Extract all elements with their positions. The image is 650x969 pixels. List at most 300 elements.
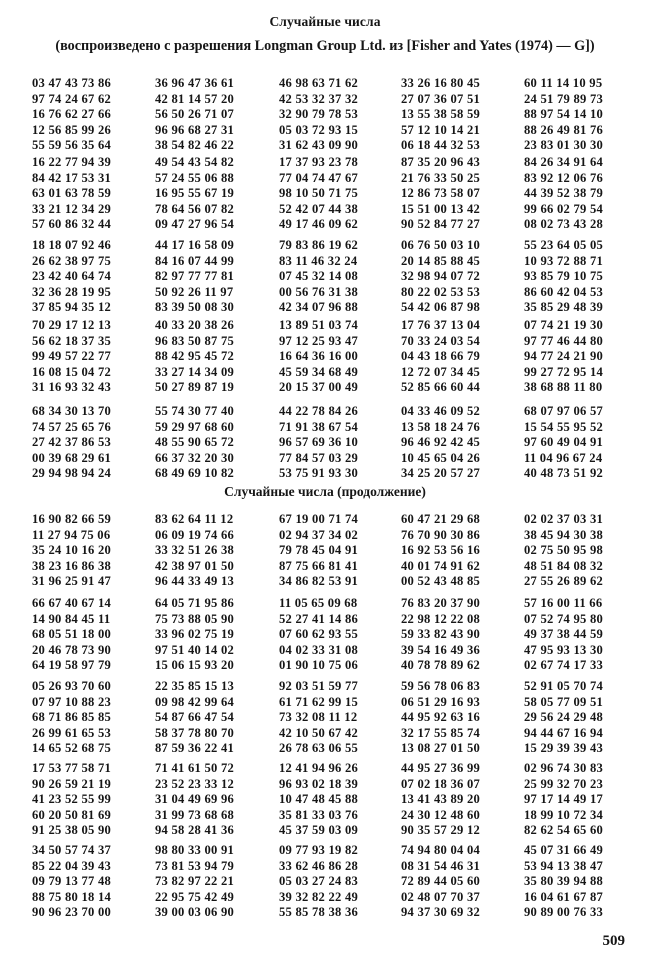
number-row: 78 64 56 07 82: [155, 201, 235, 216]
number-row: 09 47 27 96 54: [155, 217, 235, 231]
number-group: [279, 596, 389, 674]
number-group: [524, 843, 634, 921]
number-row: 15 06 15 93 20: [155, 658, 235, 672]
number-row: 05 26 93 70 60: [32, 679, 112, 693]
number-row: 33 62 46 86 28: [279, 858, 359, 873]
number-group: [279, 679, 389, 757]
number-row: 88 42 95 45 72: [155, 349, 235, 363]
number-row: 02 48 07 70 37: [401, 889, 481, 904]
number-group: [401, 318, 511, 396]
number-row: 37 85 94 35 12: [32, 300, 112, 314]
number-row: 22 98 12 22 08: [401, 611, 481, 626]
number-row: 31 04 49 69 96: [155, 792, 235, 806]
number-row: 17 53 77 58 71: [32, 761, 112, 775]
number-row: 97 60 49 04 91: [524, 435, 604, 449]
number-row: 82 97 77 77 81: [155, 269, 235, 283]
number-row: 31 62 43 09 90: [279, 138, 359, 152]
number-group: [155, 404, 265, 482]
number-row: 42 81 14 57 20: [155, 91, 235, 106]
number-row: 35 24 10 16 20: [32, 543, 112, 557]
number-group: [155, 155, 265, 233]
number-row: 77 04 74 47 67: [279, 170, 359, 185]
number-row: 88 26 49 81 76: [524, 122, 604, 137]
number-row: 58 05 77 09 51: [524, 694, 604, 709]
number-group: [401, 76, 511, 154]
number-row: 41 23 52 55 99: [32, 792, 112, 806]
number-row: 00 56 76 31 38: [279, 284, 359, 299]
number-row: 77 84 57 03 29: [279, 450, 359, 465]
number-row: 22 95 75 42 49: [155, 889, 235, 904]
number-group: [155, 76, 265, 154]
number-row: 42 53 32 37 32: [279, 91, 359, 106]
number-row: 26 62 38 97 75: [32, 253, 112, 268]
number-row: 59 33 82 43 90: [401, 627, 481, 641]
number-row: 34 86 82 53 91: [279, 574, 359, 588]
number-row: 68 07 97 06 57: [524, 404, 604, 418]
number-row: 09 77 93 19 82: [279, 843, 359, 857]
number-row: 13 08 27 01 50: [401, 741, 481, 755]
number-row: 55 23 64 05 05: [524, 238, 604, 252]
number-row: 26 78 63 06 55: [279, 741, 359, 755]
number-group: [155, 761, 265, 839]
number-row: 68 05 51 18 00: [32, 627, 112, 641]
number-row: 15 54 55 95 52: [524, 419, 604, 434]
number-group: [524, 404, 634, 482]
number-row: 54 42 06 87 98: [401, 300, 481, 314]
number-row: 48 55 90 65 72: [155, 435, 235, 449]
number-row: 27 42 37 86 53: [32, 435, 112, 449]
number-row: 10 47 48 45 88: [279, 792, 359, 806]
number-row: 32 98 94 07 72: [401, 269, 481, 283]
number-row: 67 19 00 71 74: [279, 512, 359, 526]
number-row: 55 85 78 38 36: [279, 905, 359, 919]
number-row: 60 20 50 81 69: [32, 807, 112, 822]
number-row: 06 09 19 74 66: [155, 527, 235, 542]
number-row: 11 27 94 75 06: [32, 527, 111, 542]
page-title: Случайные числа: [269, 14, 381, 29]
number-row: 56 62 18 37 35: [32, 333, 112, 348]
number-row: 70 33 24 03 54: [401, 333, 481, 348]
number-group: [524, 238, 634, 316]
number-row: 58 37 78 80 70: [155, 725, 235, 740]
number-row: 00 52 43 48 85: [401, 574, 481, 588]
number-row: 42 38 97 01 50: [155, 558, 235, 573]
number-group: [524, 679, 634, 757]
number-row: 42 34 07 96 88: [279, 300, 359, 314]
number-row: 84 26 34 91 64: [524, 155, 604, 169]
number-group: [279, 76, 389, 154]
number-row: 87 59 36 22 41: [155, 741, 235, 755]
number-row: 38 23 16 86 38: [32, 558, 112, 573]
number-row: 90 89 00 76 33: [524, 905, 604, 919]
number-row: 80 22 02 53 53: [401, 284, 481, 299]
number-row: 16 76 62 27 66: [32, 107, 112, 121]
number-group: [401, 761, 511, 839]
number-row: 22 35 85 15 13: [155, 679, 235, 693]
number-row: 90 96 23 70 00: [32, 905, 112, 919]
number-row: 82 62 54 65 60: [524, 823, 604, 837]
number-row: 02 96 74 30 83: [524, 761, 604, 775]
number-group: [32, 512, 142, 590]
number-group: [32, 155, 142, 233]
number-row: 31 99 73 68 68: [155, 807, 235, 822]
number-row: 21 76 33 50 25: [401, 170, 481, 185]
number-row: 93 85 79 10 75: [524, 269, 604, 283]
number-row: 97 51 40 14 02: [155, 642, 235, 657]
number-row: 27 07 36 07 51: [401, 91, 481, 106]
number-row: 07 74 21 19 30: [524, 318, 604, 332]
number-row: 98 10 50 71 75: [279, 186, 359, 200]
number-group: [32, 404, 142, 482]
number-row: 85 22 04 39 43: [32, 858, 112, 873]
number-row: 33 96 02 75 19: [155, 627, 235, 641]
number-row: 07 60 62 93 55: [279, 627, 359, 641]
number-row: 70 29 17 12 13: [32, 318, 112, 332]
number-row: 13 58 18 24 76: [401, 419, 481, 434]
number-row: 71 91 38 67 54: [279, 419, 359, 434]
number-row: 83 11 46 32 24: [279, 253, 358, 268]
number-row: 16 95 55 67 19: [155, 186, 235, 200]
number-row: 94 77 24 21 90: [524, 349, 604, 363]
number-row: 55 59 56 35 64: [32, 138, 112, 152]
number-row: 07 97 10 88 23: [32, 694, 112, 709]
number-row: 96 83 50 87 75: [155, 333, 235, 348]
number-row: 06 76 50 03 10: [401, 238, 481, 252]
number-row: 18 99 10 72 34: [524, 807, 604, 822]
number-row: 34 25 20 57 27: [401, 466, 481, 480]
number-row: 99 49 57 22 77: [32, 349, 112, 363]
number-group: [401, 596, 511, 674]
number-row: 47 95 93 13 30: [524, 642, 604, 657]
number-row: 96 44 33 49 13: [155, 574, 235, 588]
number-row: 16 92 53 56 16: [401, 543, 481, 557]
number-row: 12 41 94 96 26: [279, 761, 359, 775]
number-row: 02 02 37 03 31: [524, 512, 604, 526]
number-group: [401, 155, 511, 233]
number-row: 40 78 78 89 62: [401, 658, 481, 672]
number-group: [524, 512, 634, 590]
number-row: 87 35 20 96 43: [401, 155, 481, 169]
number-row: 33 32 51 26 38: [155, 543, 235, 557]
number-row: 05 03 27 24 83: [279, 874, 359, 888]
number-row: 59 29 97 68 60: [155, 419, 235, 434]
number-row: 87 75 66 81 41: [279, 558, 359, 573]
number-row: 25 99 32 70 23: [524, 776, 604, 791]
number-row: 64 05 71 95 86: [155, 596, 235, 610]
number-row: 02 67 74 17 33: [524, 658, 604, 672]
number-row: 48 51 84 08 32: [524, 558, 604, 573]
number-row: 56 50 26 71 07: [155, 107, 235, 121]
number-group: [155, 512, 265, 590]
number-group: [32, 596, 142, 674]
number-group: [279, 318, 389, 396]
number-row: 34 50 57 74 37: [32, 843, 112, 857]
number-row: 10 45 65 04 26: [401, 450, 481, 465]
number-row: 09 79 13 77 48: [32, 874, 112, 888]
number-group: [401, 679, 511, 757]
number-row: 12 86 73 58 07: [401, 186, 481, 200]
number-row: 96 46 92 42 45: [401, 435, 481, 449]
number-row: 13 41 43 89 20: [401, 792, 481, 806]
number-row: 79 83 86 19 62: [279, 238, 359, 252]
page-number: 509: [602, 933, 625, 949]
number-row: 46 98 63 71 62: [279, 76, 359, 90]
number-row: 29 94 98 94 24: [32, 466, 112, 480]
number-row: 96 93 02 18 39: [279, 776, 359, 791]
number-group: [401, 238, 511, 316]
number-row: 44 95 27 36 99: [401, 761, 481, 775]
number-row: 15 29 39 39 43: [524, 741, 604, 755]
number-row: 32 17 55 85 74: [401, 725, 481, 740]
number-row: 04 02 33 31 08: [279, 642, 359, 657]
number-row: 23 83 01 30 30: [524, 138, 604, 152]
number-row: 06 18 44 32 53: [401, 138, 481, 152]
number-row: 17 76 37 13 04: [401, 318, 481, 332]
number-row: 04 43 18 66 79: [401, 349, 481, 363]
number-row: 39 00 03 06 90: [155, 905, 235, 919]
number-row: 74 94 80 04 04: [401, 843, 481, 857]
number-row: 24 51 79 89 73: [524, 91, 604, 106]
number-row: 52 91 05 70 74: [524, 679, 604, 693]
number-group: [401, 843, 511, 921]
number-row: 84 16 07 44 99: [155, 253, 235, 268]
number-row: 54 87 66 47 54: [155, 710, 235, 724]
number-row: 64 19 58 97 79: [32, 658, 112, 672]
number-row: 39 32 82 22 49: [279, 889, 359, 904]
number-row: 36 96 47 36 61: [155, 76, 235, 90]
number-group: [524, 596, 634, 674]
number-row: 26 99 61 65 53: [32, 725, 112, 740]
number-row: 44 39 52 38 79: [524, 186, 604, 200]
number-group: [32, 679, 142, 757]
number-row: 94 37 30 69 32: [401, 905, 481, 919]
number-row: 71 41 61 50 72: [155, 761, 235, 775]
number-row: 01 90 10 75 06: [279, 658, 359, 672]
number-row: 33 21 12 34 29: [32, 201, 112, 216]
number-row: 29 56 24 29 48: [524, 710, 604, 724]
number-row: 83 39 50 08 30: [155, 300, 235, 314]
number-row: 32 90 79 78 53: [279, 107, 359, 121]
number-row: 14 65 52 68 75: [32, 741, 112, 755]
number-row: 13 89 51 03 74: [279, 318, 359, 332]
number-row: 20 14 85 88 45: [401, 253, 481, 268]
number-group: [32, 318, 142, 396]
number-row: 99 66 02 79 54: [524, 201, 604, 216]
number-row: 13 55 38 58 59: [401, 107, 481, 121]
number-row: 31 16 93 32 43: [32, 380, 112, 394]
number-row: 20 15 37 00 49: [279, 380, 359, 394]
number-row: 45 37 59 03 09: [279, 823, 359, 837]
number-row: 57 16 00 11 66: [524, 596, 603, 610]
number-row: 86 60 42 04 53: [524, 284, 604, 299]
number-row: 39 54 16 49 36: [401, 642, 481, 657]
number-row: 35 81 33 03 76: [279, 807, 359, 822]
number-row: 16 90 82 66 59: [32, 512, 112, 526]
number-row: 88 75 80 18 14: [32, 889, 112, 904]
number-row: 38 45 94 30 38: [524, 527, 604, 542]
number-group: [524, 318, 634, 396]
number-group: [401, 512, 511, 590]
number-row: 91 25 38 05 90: [32, 823, 112, 837]
number-row: 90 52 84 77 27: [401, 217, 481, 231]
number-group: [401, 404, 511, 482]
number-row: 38 54 82 46 22: [155, 138, 235, 152]
number-row: 68 49 69 10 82: [155, 466, 235, 480]
number-row: 50 27 89 87 19: [155, 380, 235, 394]
number-group: [279, 404, 389, 482]
number-row: 96 96 68 27 31: [155, 122, 235, 137]
number-row: 49 54 43 54 82: [155, 155, 235, 169]
number-row: 11 04 96 67 24: [524, 450, 603, 465]
number-row: 97 74 24 67 62: [32, 91, 112, 106]
number-row: 92 03 51 59 77: [279, 679, 359, 693]
number-row: 40 33 20 38 26: [155, 318, 235, 332]
page-subtitle: (воспроизведено с разрешения Longman Group Ltd. из [Fisher and Yates (1974) — G]): [55, 38, 595, 54]
number-row: 53 94 13 38 47: [524, 858, 604, 873]
number-row: 57 60 86 32 44: [32, 217, 112, 231]
number-group: [155, 238, 265, 316]
number-row: 08 31 54 46 31: [401, 858, 481, 873]
number-row: 90 26 59 21 19: [32, 776, 112, 791]
number-row: 44 22 78 84 26: [279, 404, 359, 418]
number-row: 49 17 46 09 62: [279, 217, 359, 231]
number-row: 44 95 92 63 16: [401, 710, 481, 724]
number-row: 07 52 74 95 80: [524, 611, 604, 626]
number-group: [524, 155, 634, 233]
number-row: 66 67 40 67 14: [32, 596, 112, 610]
number-row: 75 73 88 05 90: [155, 611, 235, 626]
number-group: [32, 843, 142, 921]
number-row: 49 37 38 44 59: [524, 627, 604, 641]
number-group: [524, 76, 634, 154]
number-row: 35 80 39 94 88: [524, 874, 604, 888]
number-group: [32, 238, 142, 316]
number-row: 97 77 46 44 80: [524, 333, 604, 348]
number-row: 83 62 64 11 12: [155, 512, 234, 526]
number-row: 18 18 07 92 46: [32, 238, 112, 252]
number-row: 15 51 00 13 42: [401, 201, 481, 216]
number-row: 60 47 21 29 68: [401, 512, 481, 526]
number-row: 44 17 16 58 09: [155, 238, 235, 252]
number-row: 35 85 29 48 39: [524, 300, 604, 314]
number-row: 32 36 28 19 95: [32, 284, 112, 299]
number-row: 02 75 50 95 98: [524, 543, 604, 557]
number-row: 23 42 40 64 74: [32, 269, 112, 283]
number-row: 20 46 78 73 90: [32, 642, 112, 657]
number-row: 59 56 78 06 83: [401, 679, 481, 693]
number-row: 61 71 62 99 15: [279, 694, 359, 709]
number-row: 97 12 25 93 47: [279, 333, 359, 348]
number-row: 52 27 41 14 86: [279, 611, 359, 626]
number-row: 84 42 17 53 31: [32, 170, 112, 185]
number-row: 50 92 26 11 97: [155, 284, 234, 299]
number-row: 12 56 85 99 26: [32, 122, 112, 137]
number-row: 88 97 54 14 10: [524, 107, 604, 121]
number-row: 68 34 30 13 70: [32, 404, 112, 418]
number-row: 11 05 65 09 68: [279, 596, 358, 610]
number-row: 72 89 44 05 60: [401, 874, 481, 888]
number-row: 02 94 37 34 02: [279, 527, 359, 542]
number-row: 12 72 07 34 45: [401, 364, 481, 379]
number-row: 97 17 14 49 17: [524, 792, 604, 806]
number-row: 98 80 33 00 91: [155, 843, 235, 857]
number-row: 04 33 46 09 52: [401, 404, 481, 418]
number-row: 96 57 69 36 10: [279, 435, 359, 449]
number-row: 57 12 10 14 21: [401, 122, 481, 137]
number-row: 79 78 45 04 91: [279, 543, 359, 557]
section-title-continuation: Случайные числа (продолжение): [224, 484, 426, 499]
number-row: 73 32 08 11 12: [279, 710, 358, 724]
number-row: 16 08 15 04 72: [32, 364, 112, 379]
number-row: 24 30 12 48 60: [401, 807, 481, 822]
number-row: 40 48 73 51 92: [524, 466, 604, 480]
number-row: 60 11 14 10 95: [524, 76, 603, 90]
number-row: 94 58 28 41 36: [155, 823, 235, 837]
number-row: 76 70 90 30 86: [401, 527, 481, 542]
number-row: 17 37 93 23 78: [279, 155, 359, 169]
number-group: [279, 843, 389, 921]
number-row: 68 71 86 85 85: [32, 710, 112, 724]
number-row: 00 39 68 29 61: [32, 450, 112, 465]
number-row: 45 59 34 68 49: [279, 364, 359, 379]
number-row: 05 03 72 93 15: [279, 122, 359, 137]
number-row: 10 93 72 88 71: [524, 253, 604, 268]
number-row: 23 52 23 33 12: [155, 776, 235, 791]
number-row: 42 10 50 67 42: [279, 725, 359, 740]
number-row: 74 57 25 65 76: [32, 419, 112, 434]
number-group: [279, 512, 389, 590]
number-row: 53 75 91 93 30: [279, 466, 359, 480]
number-group: [155, 679, 265, 757]
number-row: 90 35 57 29 12: [401, 823, 481, 837]
number-row: 38 68 88 11 80: [524, 380, 603, 394]
number-row: 57 24 55 06 88: [155, 170, 235, 185]
number-row: 52 42 07 44 38: [279, 201, 359, 216]
number-row: 73 82 97 22 21: [155, 874, 235, 888]
number-row: 83 92 12 06 76: [524, 170, 604, 185]
number-group: [279, 238, 389, 316]
number-row: 16 04 61 67 87: [524, 889, 604, 904]
number-row: 52 85 66 60 44: [401, 380, 481, 394]
number-row: 31 96 25 91 47: [32, 574, 112, 588]
number-row: 27 55 26 89 62: [524, 574, 604, 588]
number-row: 16 22 77 94 39: [32, 155, 112, 169]
number-row: 03 47 43 73 86: [32, 76, 112, 90]
number-row: 09 98 42 99 64: [155, 694, 235, 709]
number-row: 76 83 20 37 90: [401, 596, 481, 610]
number-group: [155, 596, 265, 674]
number-row: 33 27 14 34 09: [155, 364, 235, 379]
number-row: 45 07 31 66 49: [524, 843, 604, 857]
number-row: 55 74 30 77 40: [155, 404, 235, 418]
number-row: 63 01 63 78 59: [32, 186, 112, 200]
number-row: 40 01 74 91 62: [401, 558, 481, 573]
number-row: 99 27 72 95 14: [524, 364, 604, 379]
number-row: 73 81 53 94 79: [155, 858, 235, 873]
number-row: 07 02 18 36 07: [401, 776, 481, 791]
number-row: 07 45 32 14 08: [279, 269, 359, 283]
number-row: 16 64 36 16 00: [279, 349, 359, 363]
number-group: [279, 155, 389, 233]
number-row: 66 37 32 20 30: [155, 450, 235, 465]
number-group: [155, 318, 265, 396]
number-row: 06 51 29 16 93: [401, 694, 481, 709]
number-row: 14 90 84 45 11: [32, 611, 111, 626]
number-row: 94 44 67 16 94: [524, 725, 604, 740]
number-row: 08 02 73 43 28: [524, 217, 604, 231]
number-group: [279, 761, 389, 839]
number-row: 33 26 16 80 45: [401, 76, 481, 90]
